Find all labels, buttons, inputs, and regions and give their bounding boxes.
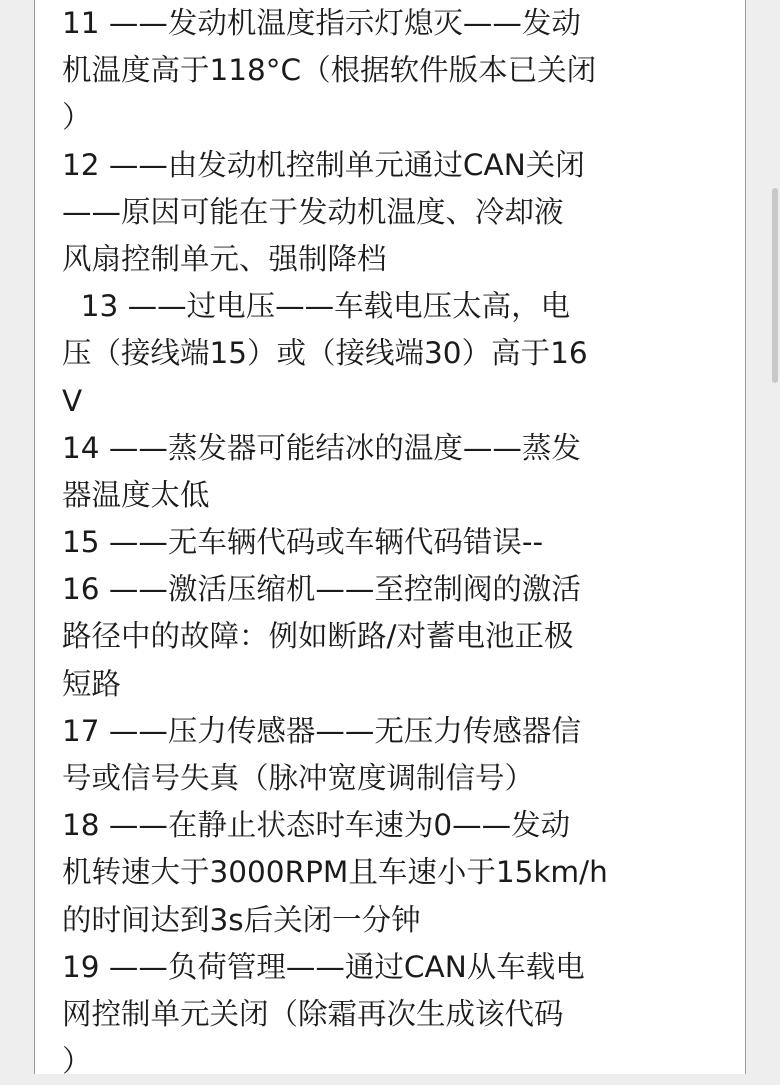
text-line: V — [62, 383, 83, 418]
text-line: 的时间达到3s后关闭一分钟 — [62, 902, 421, 937]
text-line: 器温度太低 — [62, 477, 210, 512]
text-line: 网控制单元关闭（除霜再次生成该代码 — [62, 996, 564, 1031]
text-line: 短路 — [62, 666, 122, 701]
text-line: 机温度高于118°C（根据软件版本已关闭 — [62, 53, 597, 88]
text-line: 12 ——由发动机控制单元通过CAN关闭 — [62, 147, 585, 182]
text-line: 机转速大于3000RPM且车速小于15km/h — [62, 855, 608, 890]
text-line: 11 ——发动机温度指示灯熄灭——发动 — [62, 6, 581, 40]
text-line: 压（接线端15）或（接线端30）高于16 — [62, 336, 588, 371]
text-line: 16 ——激活压缩机——至控制阀的激活 — [62, 572, 581, 607]
text-line: 号或信号失真（脉冲宽度调制信号） — [62, 761, 535, 795]
text-line: 19 ——负荷管理——通过CAN从车载电 — [62, 949, 585, 984]
fault-code-list — [62, 0, 727, 1085]
text-line: 14 ——蒸发器可能结冰的温度——蒸发 — [62, 430, 581, 465]
text-line: 15 ——无车辆代码或车辆代码错误-- — [62, 525, 544, 560]
text-line: 风扇控制单元、强制降档 — [62, 241, 387, 276]
scroll-indicator[interactable] — [772, 188, 778, 383]
text-line: ） — [62, 100, 92, 135]
text-line: 路径中的故障：例如断路/对蓄电池正极 — [62, 619, 574, 654]
text-line: 13 ——过电压——车载电压太高，电 — [62, 289, 571, 324]
text-line: ——原因可能在于发动机温度、冷却液 — [62, 194, 564, 229]
text-line: 17 ——压力传感器——无压力传感器信 — [62, 713, 581, 748]
text-line: 18 ——在静止状态时车速为0——发动 — [62, 808, 571, 843]
document-page — [34, 0, 746, 1079]
text-line: ） — [62, 1044, 92, 1079]
